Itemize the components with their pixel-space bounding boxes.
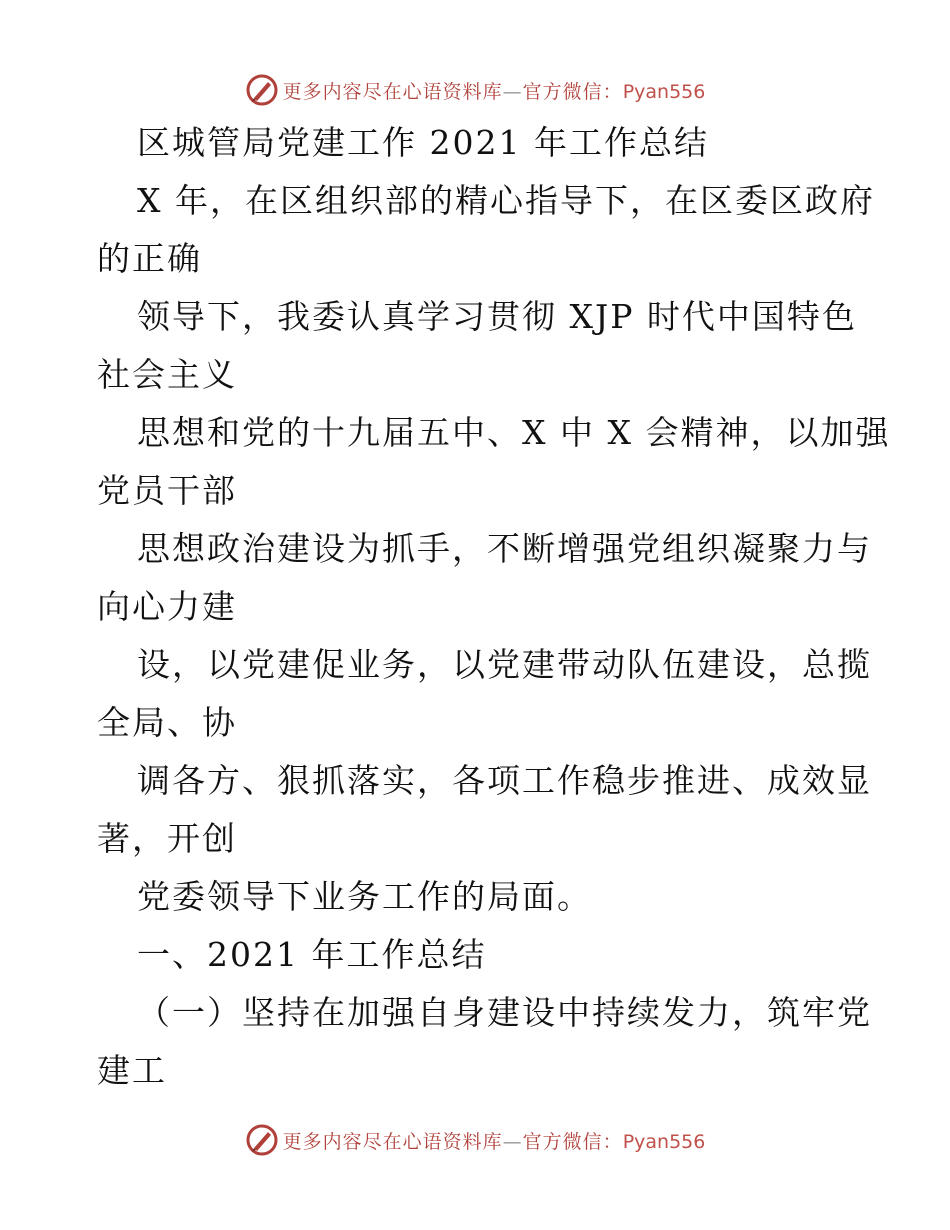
paragraph-line: X 年，在区组织部的精心指导下，在区委区政府 — [137, 181, 875, 220]
paragraph-line: 著，开创 — [97, 819, 237, 858]
watermark-main: 更多内容尽在心语资料库 — [282, 1130, 503, 1153]
watermark-main: 更多内容尽在心语资料库 — [282, 80, 503, 103]
watermark-id: Pyan556 — [622, 80, 706, 103]
paragraph-line: 思想政治建设为抓手，不断增强党组织凝聚力与 — [137, 529, 872, 568]
paragraph-line: 社会主义 — [97, 355, 237, 394]
watermark-text — [283, 77, 706, 104]
watermark-id: Pyan556 — [622, 1130, 706, 1153]
paragraph-line: 思想和党的十九届五中、X 中 X 会精神，以加强 — [137, 413, 891, 452]
paragraph-line: 向心力建 — [97, 587, 237, 626]
paragraph-line: 领导下，我委认真学习贯彻 XJP 时代中国特色 — [137, 297, 857, 336]
paragraph-line: 党员干部 — [97, 471, 237, 510]
watermark-text — [283, 1127, 706, 1154]
watermark-dash: — — [502, 80, 523, 103]
subsection-heading: 建工 — [97, 1051, 167, 1090]
watermark-banner-top — [0, 70, 950, 110]
watermark-banner-bottom — [0, 1120, 950, 1160]
watermark-contact: 官方微信： — [522, 80, 623, 103]
paragraph-line: 调各方、狠抓落实，各项工作稳步推进、成效显 — [137, 761, 872, 800]
pen-logo-icon — [245, 1123, 279, 1157]
paragraph-line: 全局、协 — [97, 703, 237, 742]
paragraph-line: 党委领导下业务工作的局面。 — [137, 877, 592, 916]
watermark-dash: — — [502, 1130, 523, 1153]
watermark-contact: 官方微信： — [522, 1130, 623, 1153]
paragraph-line: 设，以党建促业务，以党建带动队伍建设，总揽 — [137, 645, 872, 684]
document-title: 区城管局党建工作 2021 年工作总结 — [137, 123, 709, 162]
subsection-heading: （一）坚持在加强自身建设中持续发力，筑牢党 — [137, 993, 872, 1032]
paragraph-line: 的正确 — [97, 239, 202, 278]
section-heading: 一、2021 年工作总结 — [137, 935, 487, 974]
pen-logo-icon — [245, 73, 279, 107]
